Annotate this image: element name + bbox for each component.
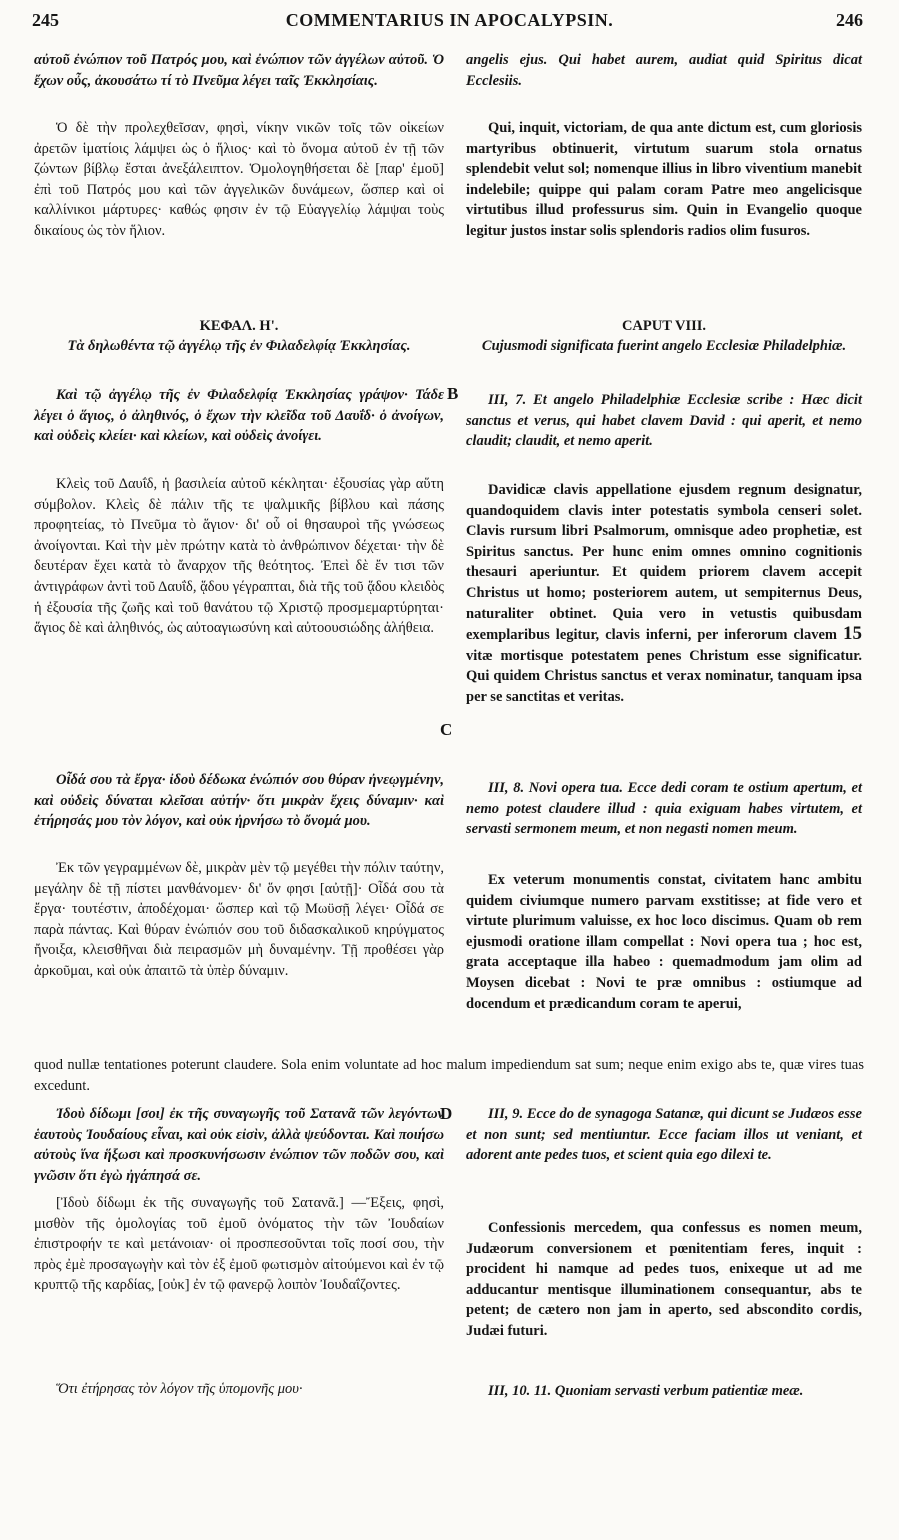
latin-commentary-3: Ex veterum monumentis constat, civitatem hanc ambitu quidem civiumque numero parvam exstitisse; at fide vero et virtute plurimum valuisse, ex hoc loco discimus. Quam ob rem ejusmodi oratione illam compellat : Novi opera tua ; hoc est, grata acceptaque illa habeo : quemadmodum jam olim ad Moysen dicebat : Novi te præ omnibus : ostiumque ad docendum et prædicandum coram te aperui, xyxy=(466,872,862,1012)
latin-commentary-2 xyxy=(466,480,862,708)
greek-commentary-1: Ὁ δὲ τὴν προλεχθεῖσαν, φησὶ, νίκην νικῶν τοῖς τῶν οἰκείων ἀρετῶν ἱματίοις λάμψει ὡς ὁ ἥλιος· καὶ τὸ ὄνομα αὐτοῦ ἐν τῇ τῶν ζώντων βίβλῳ ἔσται ἀνεξάλειπτον. Ὁμολογηθήσεται δὲ [παρ' ἐμοῦ] ἐπὶ τοῦ Πατρός μου καὶ τῶν ἀγγελικῶν δυνάμεων, ὥσπερ καὶ οἱ καλλίνικοι μάρτυρες· καθώς φησιν ἐν τῷ Εὐαγγελίῳ λάμψαι τοὺς δικαίους ὡς τὸν ἥλιον. xyxy=(34,120,444,239)
latin-commentary-1: Qui, inquit, victoriam, de qua ante dictum est, cum gloriosis martyribus obtinuerit, virtutum suarum stola ornatus splendebit velut sol; nomenque illius in libro viventium manebit indelebile; quippe qui palam coram Patre meo angelicisque virtutibus illud professurus sim. Quin in Evangelio quoque legitur justos instar solis splendoris radios olim fusuros. xyxy=(466,120,862,239)
latin-text-1: angelis ejus. Qui habet aurem, audiat quid Spiritus dicat Ecclesiis. xyxy=(466,52,862,89)
greek-chapter-caption: Τὰ δηλωθέντα τῷ ἀγγέλῳ τῆς ἐν Φιλαδελφίᾳ Ἐκκλησίας. xyxy=(67,338,411,354)
latin-commentary-4: Confessionis mercedem, qua confessus es nomen meum, Judæorum conversionem et pœnitentiam feres, inquit : procident hi namque ad pedes tuos, enixeque ut ad me adducantur mentisque illuminationem consequantur, abs te petent; de cætero non jam in aperto, sed abscondito cordis, Judæi futuri. xyxy=(466,1220,862,1339)
latin-continuation-line: quod nullæ tentationes poterunt claudere. Sola enim voluntate ad hoc malum impediendum sat sum; neque enim exigo abs te, quæ vires tuas excedunt. xyxy=(34,1057,864,1094)
running-header xyxy=(0,4,899,36)
column-line-number: 15 xyxy=(843,623,862,645)
margin-letter-d: D xyxy=(440,1104,453,1123)
greek-commentary-3: Ἐκ τῶν γεγραμμένων δὲ, μικρὰν μὲν τῷ μεγέθει τὴν πόλιν ταύτην, μεγάλην δὲ τῇ πίστει μανθάνομεν· δι' ὅν φησι [αὐτῇ]· Οἶδά σου τὰ ἔργα· τουτέστιν, ἀποδέχομαι· ὥσπερ καὶ τῷ Μωϋσῇ λέγει· Οἶδά σε παρὰ πάντας. Καὶ θύραν ἐνώπιόν σου τοῦ διδασκαλικοῦ κηρύγματος ἤνοιξα, κλεισθῆναι διὰ πειρασμῶν μὴ δυναμένην. Τῇ προθέσει γὰρ ἀρκοῦμαι, καὶ οὐκ ἀπαιτῶ τὰ ὑπὲρ δύναμιν. xyxy=(34,860,444,979)
latin-chapter-heading: CAPUT VIII. xyxy=(621,318,707,334)
greek-text-2: Καὶ τῷ ἀγγέλῳ τῆς ἐν Φιλαδελφίᾳ Ἐκκλησίας γράψον· Τάδε λέγει ὁ ἅγιος, ὁ ἀληθινός, ὁ ἔχων τὴν κλεῖδα τοῦ Δαυΐδ· ὁ ἀνοίγων, καὶ οὐδεὶς κλείει· καὶ κλείων, καὶ οὐδεὶς ἀνοίγει. xyxy=(34,387,444,445)
greek-commentary-4: [Ἰδοὺ δίδωμι ἐκ τῆς συναγωγῆς τοῦ Σατανᾶ.] —Ἔξεις, φησὶ, μισθὸν τῆς ὁμολογίας τοῦ ἐμοῦ ὀνόματος τὴν τῶν Ἰουδαίων ἐπιστροφήν τε καὶ μετάνοιαν· οἱ προσπεσοῦνται τοῖς ποσί σου, τὴν πρὸς ἐμὲ προσαγωγὴν καὶ τὸν ἐξ ἐμοῦ φωτισμὸν αἰτούμενοι καὶ ἐν τῷ κρυπτῷ τῆς καρδίας, [οὐκ] ἐν τῷ φανερῷ λοιπὸν Ἰουδαΐζοντες. xyxy=(34,1195,444,1294)
latin-commentary-2b: vitæ mortisque potestatem penes Christum esse significatur. Qui quidem Christus sanctus et verax nominatur, tanquam ipsa per se sanctitas et veritas. xyxy=(466,647,862,705)
latin-text-4: III, 9. Ecce do de synagoga Satanæ, qui dicunt se Judæos esse et non sunt; sed mentiuntur. Ecce faciam illos ut veniant, et adorent ante pedes tuos, et scient quia ego dilexi te. xyxy=(466,1106,862,1164)
greek-text-3: Οἶδά σου τὰ ἔργα· ἰδοὺ δέδωκα ἐνώπιόν σου θύραν ἠνεῳγμένην, καὶ οὐδεὶς δύναται κλεῖσαι αὐτήν· ὅτι μικρὰν ἔχεις δύναμιν· καὶ ἐτήρησάς μου τὸν λόγον, καὶ οὐκ ἠρνήσω τὸ ὄνομά μου. xyxy=(34,772,444,830)
greek-text-4: Ἰδοὺ δίδωμι [σοι] ἐκ τῆς συναγωγῆς τοῦ Σατανᾶ τῶν λεγόντων ἑαυτοὺς Ἰουδαίους εἶναι, καὶ οὐκ εἰσὶν, ἀλλὰ ψεύδονται. Καὶ ποιήσω αὐτοὺς ἵνα ἥξωσι καὶ προσκυνήσωσιν ἐνώπιον τῶν ποδῶν σου, καὶ γνῶσιν ὅτι ἐγὼ ἠγάπησά σε. xyxy=(34,1106,444,1184)
page-number-right: 246 xyxy=(836,10,863,30)
latin-text-3: III, 8. Novi opera tua. Ecce dedi coram te ostium apertum, et nemo potest claudere illud : quia exiguam habes virtutem, et servasti sermonem meum, et non negasti nomen meum. xyxy=(466,780,862,838)
page-number-left: 245 xyxy=(32,10,59,30)
latin-text-2: III, 7. Et angelo Philadelphiæ Ecclesiæ scribe : Hæc dicit sanctus et verus, qui habet clavem David : qui aperit, et nemo claudit; claudit, et nemo aperit. xyxy=(466,392,862,450)
latin-text-5: III, 10. 11. Quoniam servasti verbum patientiæ meæ. xyxy=(488,1383,804,1399)
margin-letter-b: B xyxy=(447,384,459,403)
greek-text-5: Ὅτι ἐτήρησας τὸν λόγον τῆς ὑπομονῆς μου· xyxy=(56,1381,303,1397)
greek-chapter-heading: ΚΕΦΑΛ. Η'. xyxy=(199,318,279,334)
greek-commentary-2: Κλεὶς τοῦ Δαυΐδ, ἡ βασιλεία αὐτοῦ κέκληται· ἐξουσίας γὰρ αὕτη σύμβολον. Κλεὶς δὲ πάλιν τῆς τε ψαλμικῆς βίβλου καὶ πάσης προφητείας, τὸ Πνεῦμα τὸ ἅγιον· δι' οὗ οἱ θησαυροὶ τῆς γνώσεως ἀνοίγονται. Καὶ τὴν μὲν πρώτην κατὰ τὸ ἀνθρώπινον δέχεται· τὴν δὲ δευτέραν ἔχει κατὰ τὸ ἄναρχον τῆς θεότητος. Ἐπεὶ δὲ ἔν τισι τῶν ἀντιγράφων ἀντὶ τοῦ Δαυΐδ, ᾅδου γέγραπται, διὰ τῆς τοῦ ᾅδου κλειδὸς ἡ ἐξουσία τῆς ζωῆς καὶ τοῦ θανάτου τῷ Χριστῷ προσμεμαρτύρηται· ἅγιος δὲ καὶ ἀληθινός, ὡς αὐτοαγιωσύνη καὶ αὐτοουσιώδης ἀλήθεια. xyxy=(34,476,444,637)
running-title: COMMENTARIUS IN APOCALYPSIN. xyxy=(285,10,614,30)
margin-letter-c: C xyxy=(440,720,453,739)
latin-chapter-caption: Cujusmodi significata fuerint angelo Ecclesiæ Philadelphiæ. xyxy=(481,338,847,354)
greek-text-1: αὐτοῦ ἐνώπιον τοῦ Πατρός μου, καὶ ἐνώπιον τῶν ἀγγέλων αὐτοῦ. Ὁ ἔχων οὖς, ἀκουσάτω τί τὸ Πνεῦμα λέγει ταῖς Ἐκκλησίαις. xyxy=(34,52,444,89)
latin-commentary-2a: Davidicæ clavis appellatione ejusdem regnum designatur, quandoquidem clavis inter potestatis symbola censeri solet. Clavis rursum libri Psalmorum, omnisque adeo prophetiæ, est Spiritus sanctus. Per hunc enim omnes omnino cognitionis thesauri aperiuntur. Et quidem priorem clavem accepit Christus ut homo; posteriorem autem, ut sempiternus Deus, naturaliter obtinet. Quia vero in vetustis quibusdam exemplaribus legitur, clavis inferni, per inferorum clavem xyxy=(466,482,862,644)
